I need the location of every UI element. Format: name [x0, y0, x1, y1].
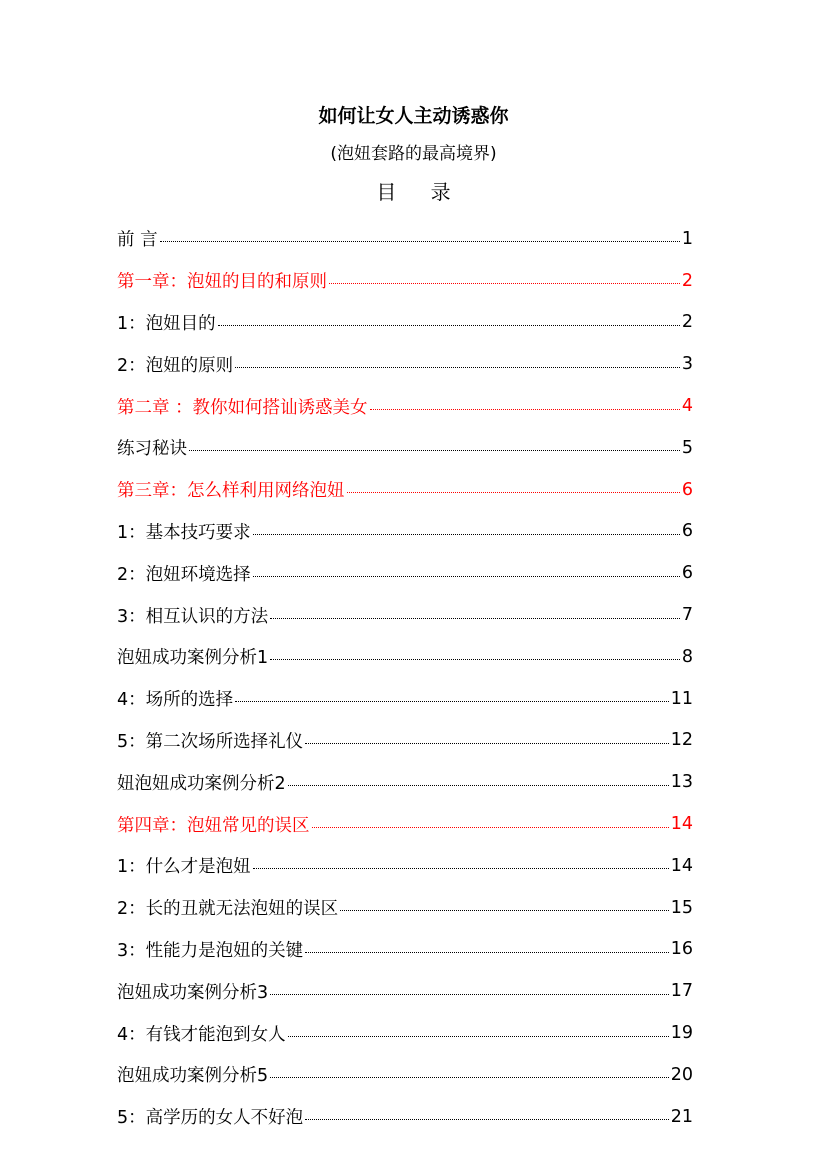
toc-entry-page-number: 6 — [681, 521, 693, 542]
toc-entry[interactable] — [117, 636, 693, 678]
toc-entry-page-number: 11 — [670, 688, 693, 709]
toc-entry-label: 第三章：怎么样利用网络泡妞 — [117, 481, 345, 502]
toc-entry-page-number: 19 — [670, 1023, 693, 1044]
toc-entry-label: 1：什么才是泡妞 — [117, 857, 251, 878]
toc-dot-leader — [288, 1036, 669, 1037]
toc-entry-label: 泡妞成功案例分析3 — [117, 982, 269, 1003]
toc-entry[interactable] — [117, 552, 693, 594]
toc-entry-page-number: 4 — [681, 396, 693, 417]
toc-dot-leader — [235, 701, 669, 702]
toc-dot-leader — [218, 325, 680, 326]
toc-entry[interactable] — [117, 845, 693, 887]
toc-dot-leader — [253, 576, 680, 577]
toc-dot-leader — [288, 785, 669, 786]
toc-entry-page-number: 21 — [670, 1106, 693, 1127]
toc-entry[interactable] — [117, 970, 693, 1012]
toc-dot-leader — [370, 409, 680, 410]
toc-entry[interactable] — [117, 511, 693, 553]
toc-entry-page-number: 6 — [681, 479, 693, 500]
toc-dot-leader — [253, 534, 680, 535]
toc-entry-page-number: 1 — [681, 228, 693, 249]
toc-entry-chapter[interactable] — [117, 385, 693, 427]
toc-entry-label: 2：泡妞的原则 — [117, 355, 234, 376]
toc-dot-leader — [270, 994, 669, 995]
toc-entry[interactable] — [117, 761, 693, 803]
toc-entry-label: 泡妞成功案例分析5 — [117, 1066, 269, 1087]
toc-entry-chapter[interactable] — [117, 803, 693, 845]
toc-entry-page-number: 3 — [681, 354, 693, 375]
toc-dot-leader — [270, 618, 680, 619]
toc-entry-label: 3：性能力是泡妞的关键 — [117, 940, 304, 961]
toc-entry-label: 5：高学历的女人不好泡 — [117, 1108, 304, 1129]
toc-entry[interactable] — [117, 1012, 693, 1054]
toc-entry[interactable] — [117, 594, 693, 636]
toc-dot-leader — [305, 1119, 669, 1120]
toc-entry-page-number: 17 — [670, 981, 693, 1002]
toc-entry-label: 3：相互认识的方法 — [117, 606, 269, 627]
toc-dot-leader — [270, 1077, 669, 1078]
toc-entry-label: 练习秘诀 — [117, 439, 187, 460]
toc-dot-leader — [253, 868, 669, 869]
toc-entry-page-number: 14 — [670, 855, 693, 876]
toc-entry-label: 第二章 ：教你如何搭讪诱惑美女 — [117, 397, 368, 418]
toc-dot-leader — [347, 492, 680, 493]
toc-heading: 目 录 — [376, 180, 465, 204]
toc-dot-leader — [340, 910, 669, 911]
toc-entry-chapter[interactable] — [117, 260, 693, 302]
toc-entry-page-number: 15 — [670, 897, 693, 918]
toc-entry-label: 4：场所的选择 — [117, 690, 234, 711]
toc-dot-leader — [305, 952, 669, 953]
toc-entry[interactable] — [117, 427, 693, 469]
toc-entry[interactable] — [117, 678, 693, 720]
toc-dot-leader — [305, 743, 669, 744]
toc-entry-label: 第四章：泡妞常见的误区 — [117, 815, 310, 836]
toc-entry[interactable] — [117, 929, 693, 971]
toc-entry[interactable] — [117, 218, 693, 260]
toc-entry-label: 泡妞成功案例分析1 — [117, 648, 269, 669]
toc-entry-page-number: 2 — [681, 270, 693, 291]
toc-entry-page-number: 14 — [670, 814, 693, 835]
toc-entry-label: 1：基本技巧要求 — [117, 522, 251, 543]
toc-entry[interactable] — [117, 1096, 693, 1138]
toc-entry[interactable] — [117, 1054, 693, 1096]
toc-dot-leader — [329, 283, 680, 284]
toc-entry-page-number: 13 — [670, 772, 693, 793]
toc-entry-label: 妞泡妞成功案例分析2 — [117, 773, 286, 794]
document-title: 如何让女人主动诱惑你 — [318, 105, 509, 127]
toc-entry-page-number: 2 — [681, 312, 693, 333]
toc-entry-page-number: 12 — [670, 730, 693, 751]
toc-entry-page-number: 8 — [681, 646, 693, 667]
document-subtitle: (泡妞套路的最高境界) — [330, 144, 497, 164]
toc-entry-page-number: 5 — [681, 437, 693, 458]
toc-entry[interactable] — [117, 720, 693, 762]
toc-entry-label: 2：泡妞环境选择 — [117, 564, 251, 585]
toc-entry-label: 前 言 — [117, 230, 158, 251]
table-of-contents — [117, 218, 693, 1138]
toc-dot-leader — [235, 367, 680, 368]
toc-dot-leader — [189, 450, 680, 451]
toc-entry-page-number: 7 — [681, 605, 693, 626]
toc-entry-label: 第一章：泡妞的目的和原则 — [117, 272, 327, 293]
toc-entry[interactable] — [117, 302, 693, 344]
toc-dot-leader — [312, 827, 669, 828]
toc-entry-label: 5：第二次场所选择礼仪 — [117, 731, 304, 752]
toc-entry-label: 2：长的丑就无法泡妞的误区 — [117, 899, 339, 920]
toc-dot-leader — [160, 241, 680, 242]
toc-entry-page-number: 6 — [681, 563, 693, 584]
toc-entry-page-number: 16 — [670, 939, 693, 960]
toc-entry[interactable] — [117, 887, 693, 929]
toc-entry-page-number: 20 — [670, 1064, 693, 1085]
toc-entry-chapter[interactable] — [117, 469, 693, 511]
toc-dot-leader — [270, 659, 680, 660]
toc-entry-label: 1：泡妞目的 — [117, 313, 216, 334]
toc-entry-label: 4：有钱才能泡到女人 — [117, 1024, 286, 1045]
toc-entry[interactable] — [117, 343, 693, 385]
